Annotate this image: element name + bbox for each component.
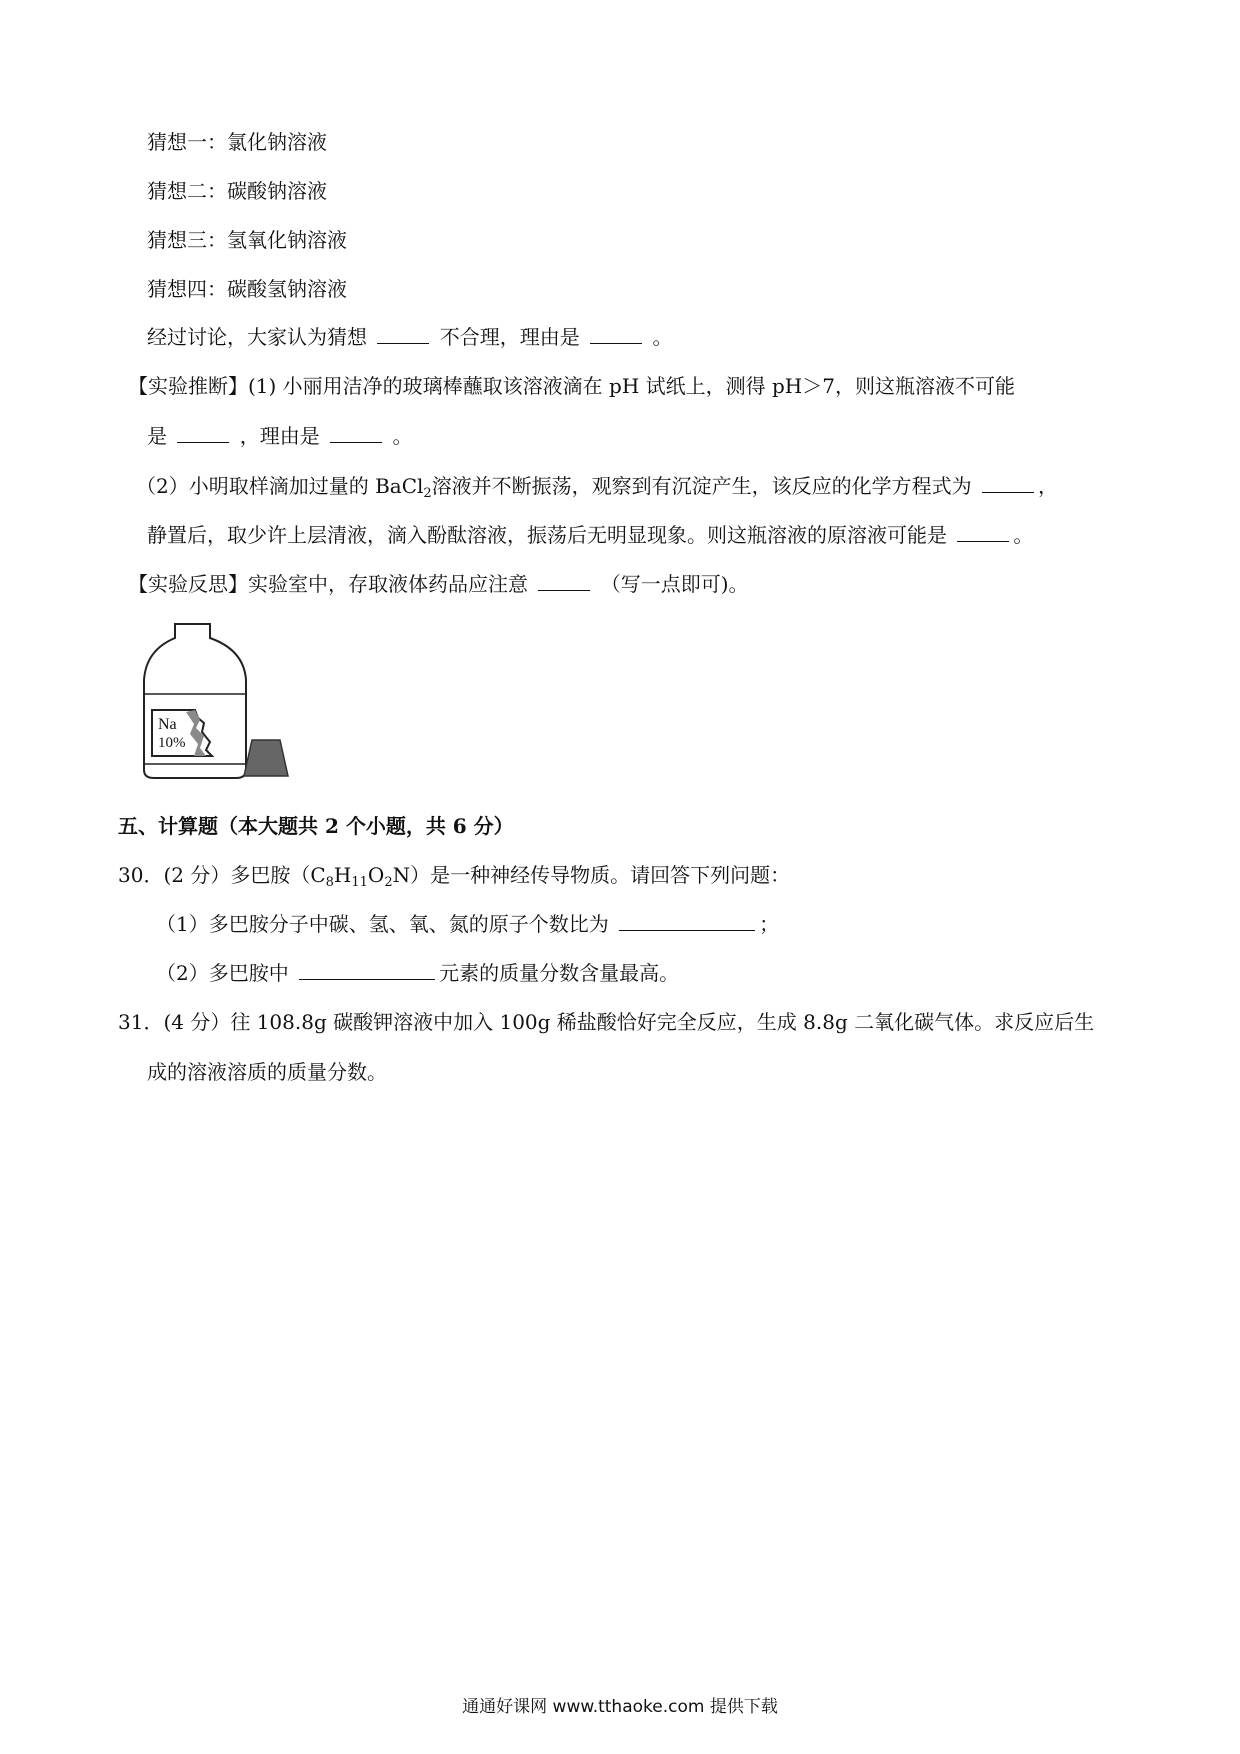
answer-blank [982, 472, 1034, 493]
subscript: 2 [423, 486, 432, 501]
bottle-label [152, 710, 212, 756]
answer-blank [377, 323, 429, 344]
inference-2-line-2 [147, 521, 1033, 549]
q31-line-2: 成的溶液溶质的质量分数。 [147, 1060, 387, 1084]
q30-sub2-text-a: （2）多巴胺中 [156, 961, 289, 985]
inference-1-text-a: 是 [147, 424, 167, 448]
discussion-text-2: 不合理，理由是 [439, 325, 580, 349]
inference-1-line-2 [147, 422, 412, 450]
inference-1-text-b: ，理由是 [239, 424, 320, 448]
discussion-text-3: 。 [652, 325, 673, 349]
answer-blank [330, 422, 382, 443]
subscript: 11 [351, 875, 368, 890]
footer-credit: 通通好课网 www.tthaoke.com 提供下载 [462, 1697, 778, 1717]
guess-4: 猜想四：碳酸氢钠溶液 [147, 277, 347, 301]
q31-line-1: 31．(4 分）往 108.8g 碳酸钾溶液中加入 100g 稀盐酸恰好完全反应，生成 8.8g 二氧化碳气体。求反应后生 [118, 1010, 1095, 1034]
bottle-label-percent: 10% [158, 735, 186, 751]
q30-intro [118, 861, 790, 889]
inference-2-text-e: 。 [1013, 523, 1034, 547]
answer-blank [177, 422, 229, 443]
inference-2-line-1 [136, 472, 1058, 500]
subscript: 8 [325, 875, 334, 890]
section-5-heading: 五、计算题（本大题共 2 个小题，共 6 分） [118, 814, 514, 838]
discussion-line [147, 323, 672, 351]
answer-blank [299, 959, 435, 980]
q30-sub1-text: （1）多巴胺分子中碳、氢、氧、氮的原子个数比为 [156, 912, 609, 936]
guess-1: 猜想一：氯化钠溶液 [147, 130, 327, 154]
answer-blank [957, 521, 1009, 542]
q30-text-a: 30．(2 分）多巴胺（C [118, 863, 326, 887]
bottle-label-na: Na [158, 716, 177, 733]
reflection-text-a: 【实验反思】实验室中，存取液体药品应注意 [128, 572, 528, 596]
reflection-line [128, 570, 749, 598]
q30-sub-1 [156, 910, 779, 938]
q30-sub2-text-b: 元素的质量分数含量最高。 [439, 961, 680, 985]
subscript: 2 [384, 875, 393, 890]
answer-blank [619, 910, 755, 931]
inference-2-text-b: 溶液并不断振荡，观察到有沉淀产生，该反应的化学方程式为 [431, 474, 972, 498]
formula-o: O [367, 863, 385, 887]
guess-3: 猜想三：氢氧化钠溶液 [147, 228, 347, 252]
discussion-text-1: 经过讨论，大家认为猜想 [147, 325, 367, 349]
q30-sub1-end: ； [759, 912, 780, 936]
reflection-text-b: （写一点即可)。 [600, 572, 749, 596]
answer-blank [538, 570, 590, 591]
inference-1-line-1: 【实验推断】(1) 小丽用洁净的玻璃棒蘸取该溶液滴在 pH 试纸上，测得 pH＞7，则这瓶溶液不可能 [128, 374, 1015, 398]
answer-blank [590, 323, 642, 344]
reagent-bottle-figure [140, 618, 310, 788]
stopper-icon [244, 740, 288, 776]
q30-sub-2 [156, 959, 679, 987]
inference-2-text-a: （2）小明取样滴加过量的 BaCl [136, 474, 424, 498]
inference-2-text-c: ， [1038, 474, 1059, 498]
q30-text-b: N）是一种神经传导物质。请回答下列问题： [392, 863, 791, 887]
inference-2-text-d: 静置后，取少许上层清液，滴入酚酞溶液，振荡后无明显现象。则这瓶溶液的原溶液可能是 [147, 523, 947, 547]
inference-1-text-c: 。 [392, 424, 413, 448]
formula-h: H [333, 863, 352, 887]
guess-2: 猜想二：碳酸钠溶液 [147, 179, 327, 203]
